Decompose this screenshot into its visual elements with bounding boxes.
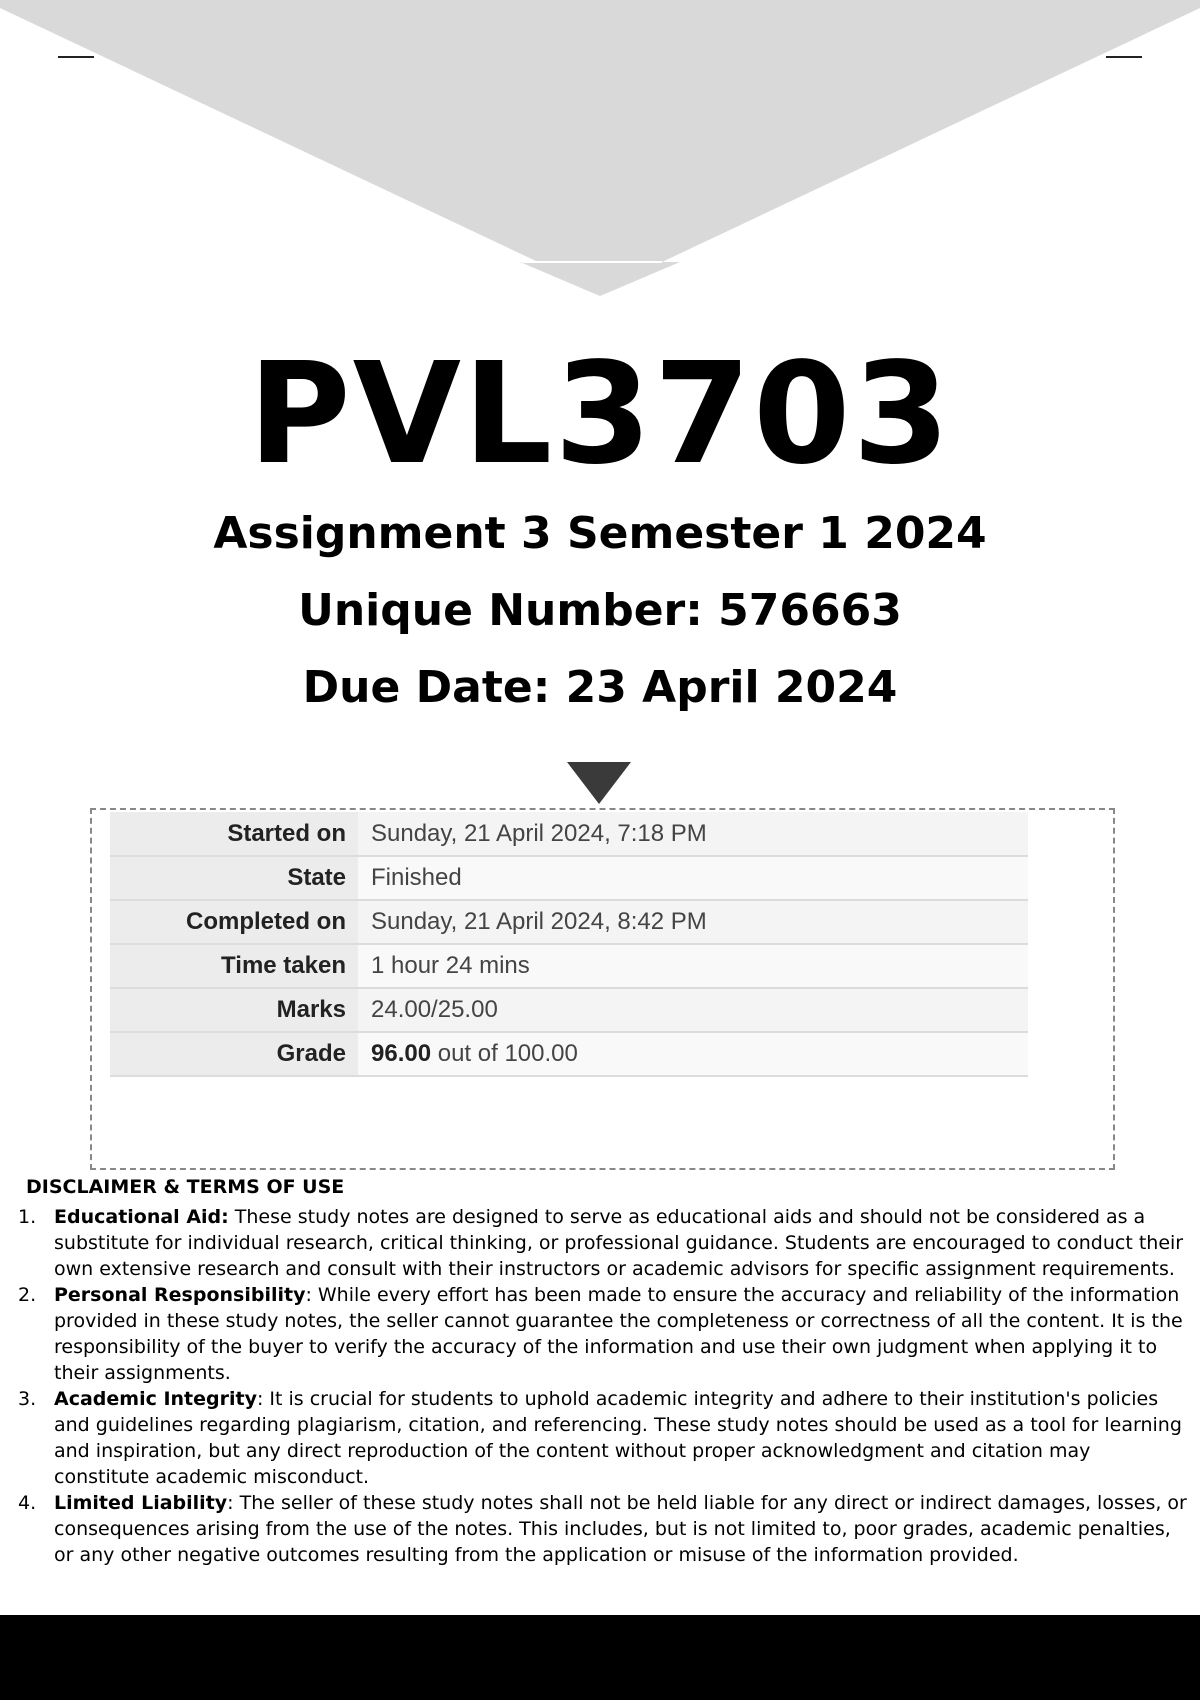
row-label: Started on: [110, 812, 358, 856]
item-number: 1.: [18, 1206, 37, 1228]
item-term: Personal Responsibility: [54, 1284, 306, 1306]
row-value: Finished: [358, 856, 1028, 900]
corner-rule-right: [1106, 56, 1142, 58]
unique-number-line: Unique Number: 576663: [298, 585, 902, 636]
row-value: Sunday, 21 April 2024, 7:18 PM: [358, 812, 1028, 856]
item-number: 4.: [18, 1492, 37, 1514]
item-term: Limited Liability: [54, 1492, 228, 1514]
down-triangle-icon: [567, 762, 631, 804]
table-row: [110, 812, 1028, 856]
table-row: [110, 988, 1028, 1032]
assignment-line: Assignment 3 Semester 1 2024: [213, 508, 987, 559]
item-text: These study notes are designed to serve as educational aids and should not be considered as a substitute for individual research, critical thinking, or professional guidance. Students are encouraged to conduct their own extensive research and consult with their instructors or academic advisors for specific assignment requirements.: [54, 1206, 1184, 1280]
item-number: 2.: [18, 1284, 37, 1306]
corner-rule-left: [58, 56, 94, 58]
item-text: : It is crucial for students to uphold academic integrity and adhere to their institution's policies and guidelines regarding plagiarism, citation, and referencing. These study notes should be used as a tool for learning and inspiration, but any direct reproduction of the content without proper acknowledgment and citation may constitute academic misconduct.: [54, 1388, 1182, 1488]
due-date-line: Due Date: 23 April 2024: [302, 662, 898, 713]
table-row: [110, 856, 1028, 900]
grade-label: Grade: [110, 1032, 358, 1076]
item-term: Academic Integrity: [54, 1388, 257, 1410]
grade-value: [358, 1032, 1028, 1076]
row-label: Time taken: [110, 944, 358, 988]
disclaimer-title: DISCLAIMER & TERMS OF USE: [26, 1176, 345, 1198]
list-item: [18, 1204, 1188, 1282]
list-item: [18, 1490, 1188, 1568]
row-value: 24.00/25.00: [358, 988, 1028, 1032]
list-item: [18, 1386, 1188, 1490]
row-label: Marks: [110, 988, 358, 1032]
row-value: 1 hour 24 mins: [358, 944, 1028, 988]
quiz-summary-table: [110, 812, 1028, 1077]
item-term: Educational Aid:: [54, 1206, 229, 1228]
table-row: [110, 900, 1028, 944]
bottom-black-bar: [0, 1615, 1200, 1700]
grade-suffix: out of 100.00: [431, 1040, 578, 1067]
course-code-title: PVL3703: [248, 333, 952, 496]
disclaimer-list: [18, 1204, 1188, 1568]
grade-score: 96.00: [371, 1040, 432, 1067]
list-item: [18, 1282, 1188, 1386]
row-label: State: [110, 856, 358, 900]
item-number: 3.: [18, 1388, 37, 1410]
header-chevron-graphic: [0, 0, 1200, 300]
item-text: : The seller of these study notes shall not be held liable for any direct or indirect damages, losses, or consequences arising from the use of the notes. This includes, but is not limited to, poor grades, academic penalties, or any other negative outcomes resulting from the application or misuse of the information provided.: [54, 1492, 1187, 1566]
row-value: Sunday, 21 April 2024, 8:42 PM: [358, 900, 1028, 944]
item-text: : While every effort has been made to ensure the accuracy and reliability of the information provided in these study notes, the seller cannot guarantee the completeness or correctness of all the content. It is the responsibility of the buyer to verify the accuracy of the information and use their own judgment when applying it to their assignments.: [54, 1284, 1183, 1384]
table-row: [110, 944, 1028, 988]
table-row-grade: [110, 1032, 1028, 1076]
row-label: Completed on: [110, 900, 358, 944]
